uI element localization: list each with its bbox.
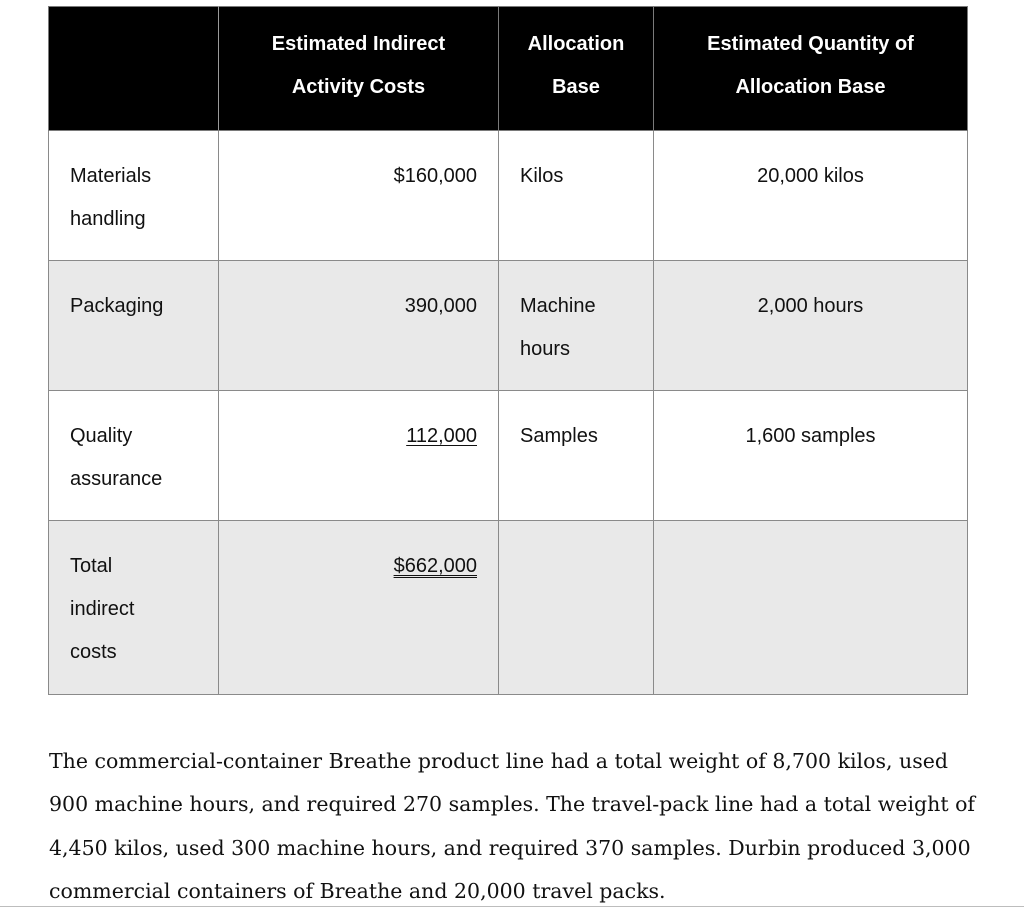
quantity-value: 20,000 kilos <box>757 165 864 187</box>
header-estimated-quantity <box>654 7 968 131</box>
base-line: Kilos <box>520 165 564 187</box>
quantity-cell-empty <box>654 521 968 695</box>
base-line: Samples <box>520 425 598 447</box>
cost-value: 390,000 <box>404 295 477 317</box>
quantity-cell <box>654 391 968 521</box>
table-row-packaging <box>49 261 968 391</box>
quantity-value: 2,000 hours <box>757 295 864 317</box>
indirect-costs-table <box>48 6 968 695</box>
total-cost-value: $662,000 <box>393 555 477 577</box>
activity-line: Total <box>70 555 113 577</box>
activity-line: indirect <box>70 598 135 620</box>
activity-cell <box>49 391 219 521</box>
table-row-total <box>49 521 968 695</box>
base-line: Machine <box>520 295 596 317</box>
header-quantity-line-2: Allocation Base <box>735 76 886 98</box>
activity-line: costs <box>70 641 117 663</box>
activity-line: Quality <box>70 425 133 447</box>
cost-cell <box>219 131 499 261</box>
header-base-line-2: Base <box>552 76 600 98</box>
quantity-cell <box>654 131 968 261</box>
header-estimated-indirect-costs <box>219 7 499 131</box>
problem-paragraph: The commercial-container Breathe product line had a total weight of 8,700 kilos, used 900 machine hours, and required 270 samples. The travel-pack line had a total weight of 4,450 kilos, used 300 machine hours, and required 370 samples. Durbin produced 3,000 commercial containers of Breathe and 20,000 travel packs. <box>49 749 976 903</box>
header-corner-cell <box>49 7 219 131</box>
table-header-row <box>49 7 968 131</box>
table-row-quality-assurance <box>49 391 968 521</box>
cost-cell <box>219 521 499 695</box>
activity-cell <box>49 261 219 391</box>
base-line: hours <box>520 338 571 360</box>
activity-line: Materials <box>70 165 152 187</box>
header-quantity-line-1: Estimated Quantity of <box>707 33 914 55</box>
base-cell-empty <box>499 521 654 695</box>
activity-cell <box>49 131 219 261</box>
base-cell <box>499 261 654 391</box>
cost-cell <box>219 261 499 391</box>
activity-line: Packaging <box>70 295 164 317</box>
activity-line: assurance <box>70 468 163 490</box>
base-cell <box>499 391 654 521</box>
header-cost-line-2: Activity Costs <box>291 76 426 98</box>
quantity-cell <box>654 261 968 391</box>
bottom-divider <box>0 906 1024 907</box>
header-cost-line-1: Estimated Indirect <box>271 33 446 55</box>
cost-value-underlined: 112,000 <box>406 425 477 447</box>
activity-line: handling <box>70 208 146 230</box>
cost-value: $160,000 <box>393 165 477 187</box>
header-allocation-base <box>499 7 654 131</box>
base-cell <box>499 131 654 261</box>
activity-cell <box>49 521 219 695</box>
cost-cell <box>219 391 499 521</box>
header-base-line-1: Allocation <box>527 33 625 55</box>
quantity-value: 1,600 samples <box>745 425 876 447</box>
table-row-materials-handling <box>49 131 968 261</box>
